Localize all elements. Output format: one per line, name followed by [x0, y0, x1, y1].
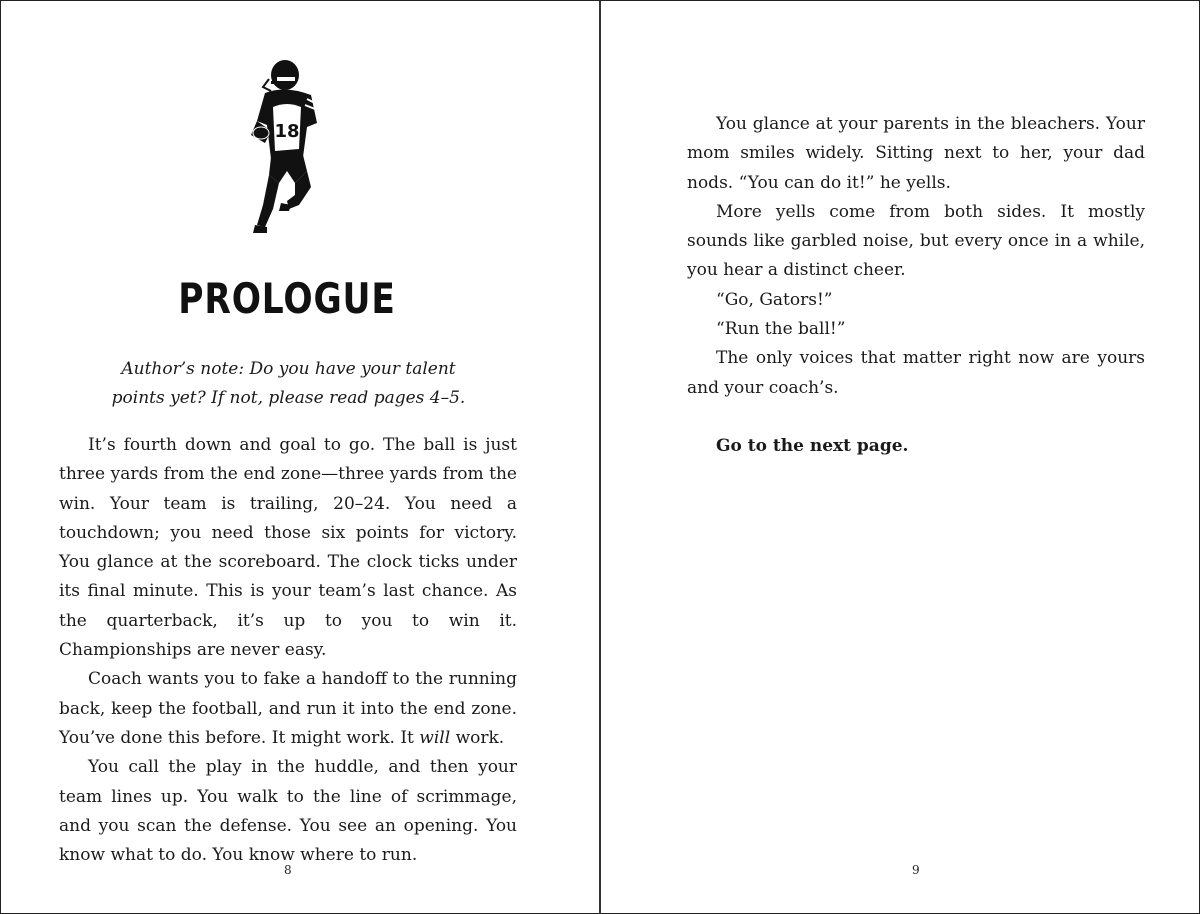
paragraph-3: You call the play in the huddle, and then your team lines up. You walk to the line of scrimmage, and you scan the defense. You see an opening. You know what to do. You know where to run.: [59, 757, 517, 866]
right-body-text: [687, 110, 1145, 462]
paragraph-4: “Run the ball!”: [716, 319, 846, 340]
left-body-text: [59, 431, 517, 870]
author-note-line-1: Author’s note: Do you have your talent: [121, 359, 456, 379]
paragraph-2: [59, 665, 517, 753]
next-page-instruction: Go to the next page.: [716, 436, 909, 457]
paragraph-2-end: work.: [450, 727, 505, 748]
football-player-icon: [241, 59, 325, 235]
author-note-line-2: points yet? If not, please read pages 4–5.: [111, 388, 466, 408]
paragraph-1: It’s fourth down and goal to go. The ball is just three yards from the end zone—three yards from the win. Your team is trailing, 20–24. You need a touchdown; you need those six points for victory. You glance at the scoreboard. The clock ticks under its final minute. This is your team’s last chance. As the quarterback, it’s up to you to win it. Championships are never easy.: [59, 435, 517, 661]
author-note: [61, 355, 516, 413]
paragraph-1: You glance at your parents in the bleachers. Your mom smiles widely. Sitting next to her, your dad nods. “You can do it!” he yells.: [687, 114, 1145, 193]
right-page: [601, 1, 1200, 914]
paragraph-2-start: Coach wants you to fake a handoff to the running back, keep the football, and run it into the end zone. You’ve done this before. It might work. It: [59, 669, 517, 748]
paragraph-2: More yells come from both sides. It mostly sounds like garbled noise, but every once in a while, you hear a distinct cheer.: [687, 201, 1145, 281]
page-number-left: 8: [284, 863, 292, 877]
paragraph-3: “Go, Gators!”: [716, 289, 833, 310]
page-number-right: 9: [912, 863, 920, 877]
paragraph-2-emphasis: will: [419, 727, 451, 748]
paragraph-5: The only voices that matter right now are yours and your coach’s.: [687, 348, 1145, 398]
jersey-number: 18: [274, 121, 300, 142]
chapter-heading: PROLOGUE: [178, 274, 396, 323]
left-page: [1, 1, 599, 914]
